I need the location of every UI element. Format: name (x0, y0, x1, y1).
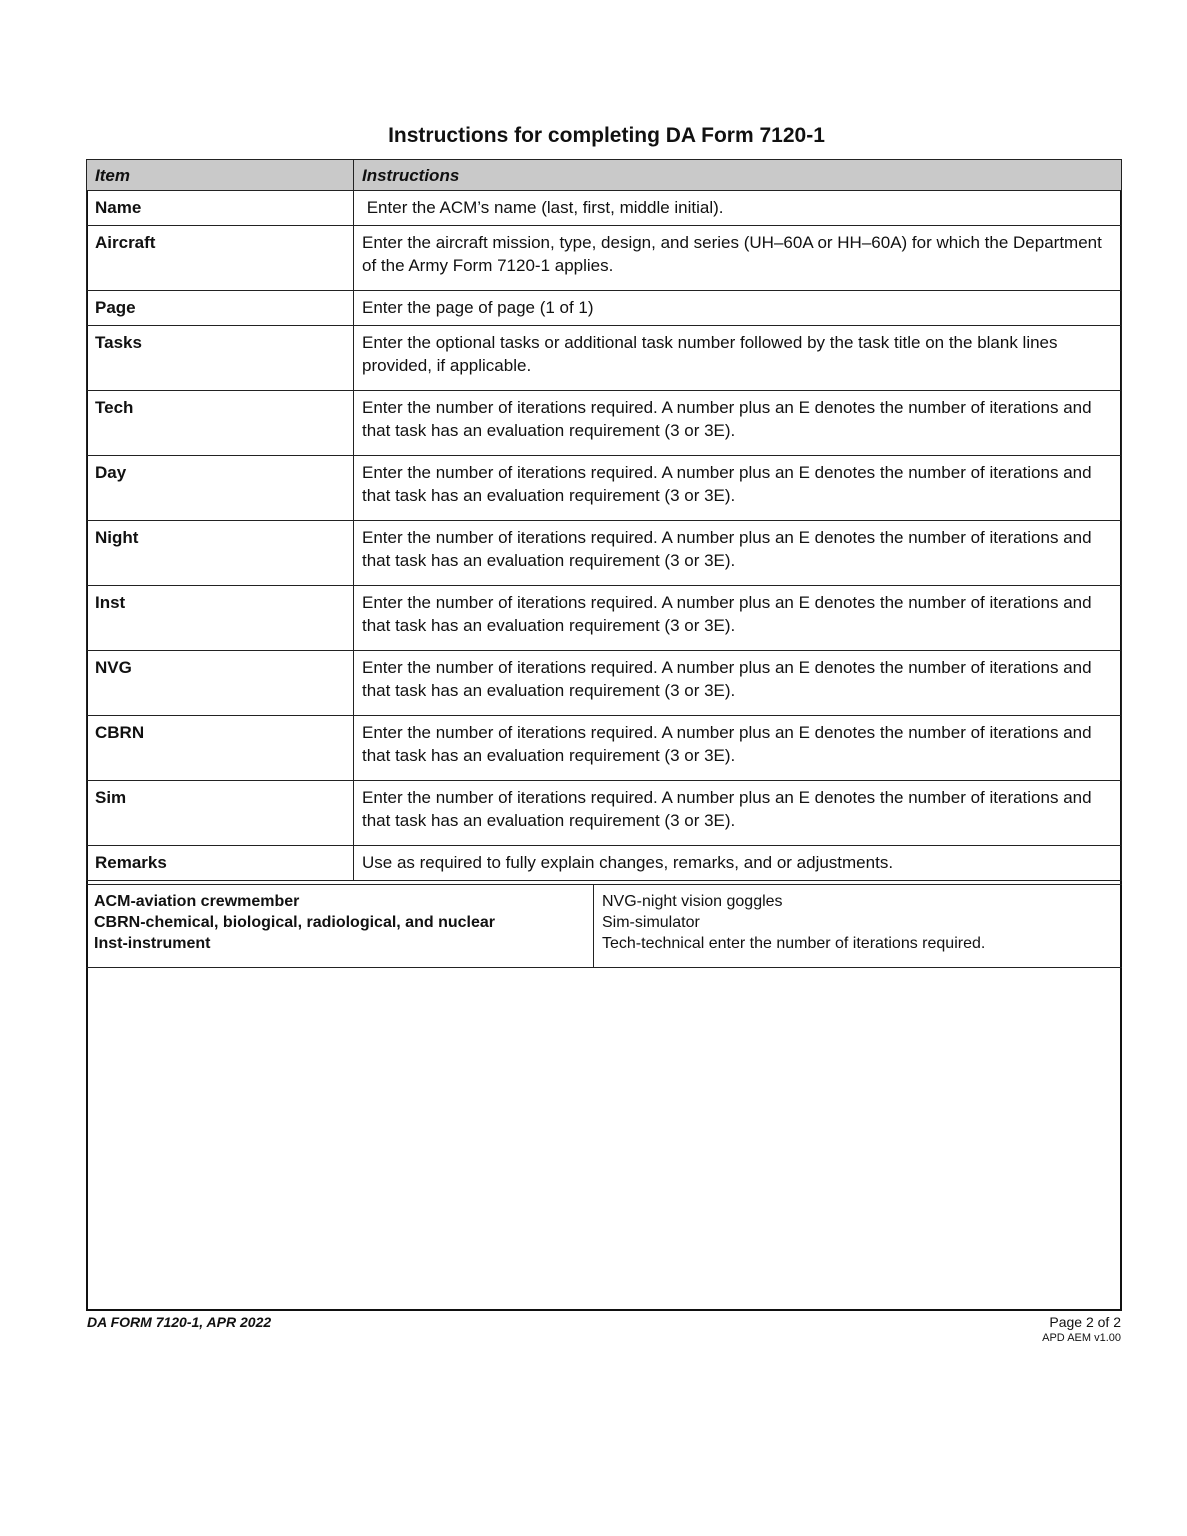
instruction-cell: Enter the ACM’s name (last, first, middle initial). (354, 191, 1122, 226)
item-cell: Remarks (87, 846, 354, 881)
column-header-instructions: Instructions (354, 160, 1122, 191)
table-header-row (87, 160, 1122, 191)
abbreviation-entry: Tech-technical enter the number of iterations required. (602, 935, 986, 952)
version-label: APD AEM v1.00 (1042, 1332, 1121, 1344)
item-cell: Inst (87, 586, 354, 651)
item-cell: CBRN (87, 716, 354, 781)
table-row (87, 586, 1122, 651)
page-title: Instructions for completing DA Form 7120-1 (388, 124, 825, 147)
table-row (87, 781, 1122, 846)
item-cell: Page (87, 291, 354, 326)
instruction-cell: Enter the number of iterations required. A number plus an E denotes the number of iterations and that task has an evaluation requirement (3 or 3E). (354, 586, 1122, 651)
page-number: Page 2 of 2 (1049, 1314, 1121, 1330)
item-cell: Sim (87, 781, 354, 846)
item-cell: Name (87, 191, 354, 226)
instruction-cell: Enter the aircraft mission, type, design, and series (UH–60A or HH–60A) for which the Department of the Army Form 7120-1 applies. (354, 226, 1122, 291)
table-row (87, 226, 1122, 291)
abbreviation-entry: ACM-aviation crewmember (94, 893, 300, 910)
instructions-table (86, 159, 1122, 881)
table-row (87, 716, 1122, 781)
instruction-cell: Enter the number of iterations required. A number plus an E denotes the number of iterations and that task has an evaluation requirement (3 or 3E). (354, 651, 1122, 716)
table-row (87, 521, 1122, 586)
abbreviation-entry: CBRN-chemical, biological, radiological, and nuclear (94, 914, 495, 931)
instruction-cell: Enter the number of iterations required. A number plus an E denotes the number of iterations and that task has an evaluation requirement (3 or 3E). (354, 716, 1122, 781)
item-cell: Tasks (87, 326, 354, 391)
abbreviations-left (86, 885, 594, 967)
item-cell: Day (87, 456, 354, 521)
item-cell: Night (87, 521, 354, 586)
table-row (87, 846, 1122, 881)
abbreviations-right (594, 885, 1122, 967)
instruction-cell: Enter the number of iterations required. A number plus an E denotes the number of iterations and that task has an evaluation requirement (3 or 3E). (354, 456, 1122, 521)
abbreviation-entry: Inst-instrument (94, 935, 211, 952)
table-row (87, 291, 1122, 326)
item-cell: Tech (87, 391, 354, 456)
column-header-item: Item (87, 160, 354, 191)
instruction-cell: Enter the optional tasks or additional task number followed by the task title on the blank lines provided, if applicable. (354, 326, 1122, 391)
instruction-cell: Use as required to fully explain changes, remarks, and or adjustments. (354, 846, 1122, 881)
item-cell: Aircraft (87, 226, 354, 291)
abbreviation-entry: NVG-night vision goggles (602, 893, 783, 910)
table-row (87, 456, 1122, 521)
instruction-cell: Enter the number of iterations required. A number plus an E denotes the number of iterations and that task has an evaluation requirement (3 or 3E). (354, 781, 1122, 846)
table-row (87, 651, 1122, 716)
instruction-cell: Enter the number of iterations required. A number plus an E denotes the number of iterations and that task has an evaluation requirement (3 or 3E). (354, 391, 1122, 456)
instruction-cell: Enter the number of iterations required. A number plus an E denotes the number of iterations and that task has an evaluation requirement (3 or 3E). (354, 521, 1122, 586)
table-row (87, 391, 1122, 456)
item-cell: NVG (87, 651, 354, 716)
abbreviations-section (86, 884, 1122, 968)
instruction-cell: Enter the page of page (1 of 1) (354, 291, 1122, 326)
abbreviation-entry: Sim-simulator (602, 914, 700, 931)
table-row (87, 326, 1122, 391)
form-identifier: DA FORM 7120-1, APR 2022 (87, 1314, 272, 1330)
table-row (87, 191, 1122, 226)
